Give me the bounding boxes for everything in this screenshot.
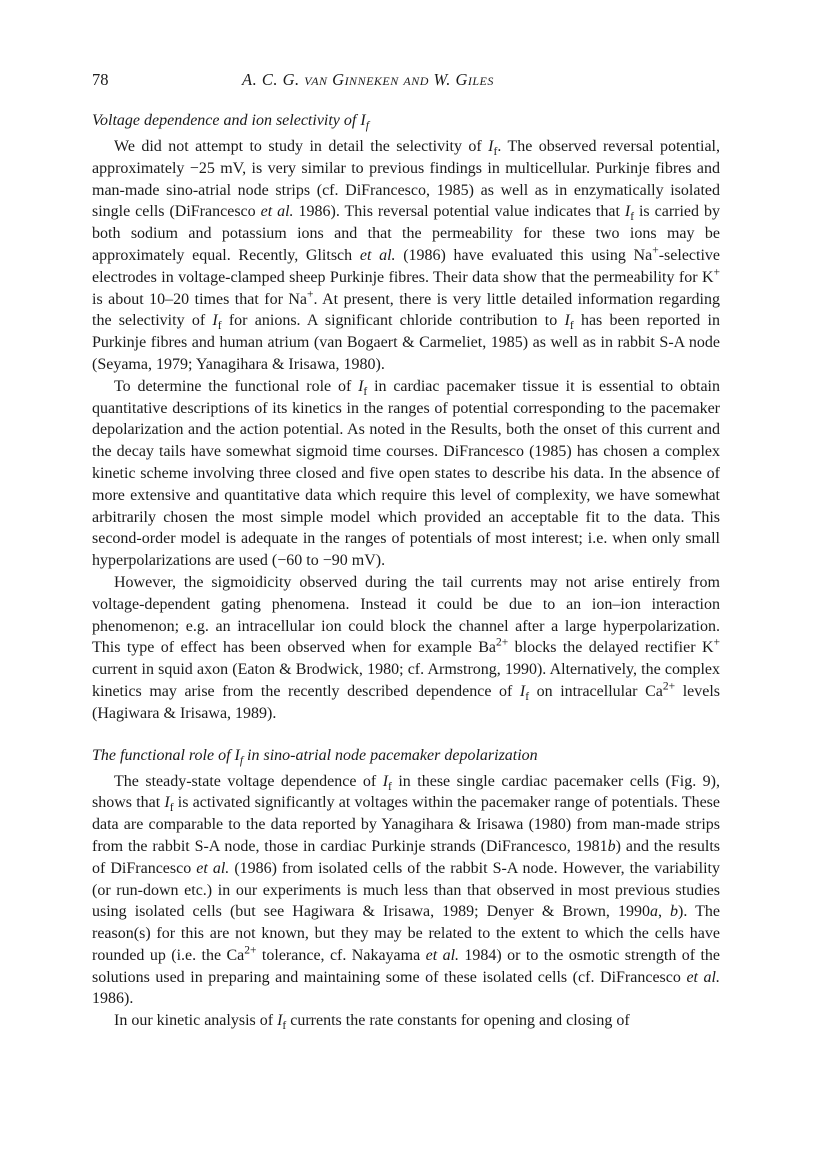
paragraph-sigmoidicity: However, the sigmoidicity observed during the tail currents may not arise entirely from voltage-dependent gating phenomena. Instead it could be due to an ion–ion interaction phenomenon; e.g. an intracellular ion could block the channel after a large hyperpolarization. This type of effect has been observed when for example $Ba^{2+}$ blocks the delayed rectifier K+ current in squid axon (Eaton & Brodwick, 1980; cf. Armstrong, 1990). Alternatively, the complex kinetics may arise from the recently described dependence of $I_f$ on intracellular $Ca^{2+}$ levels (Hagiwara & Irisawa, 1989). bbox=[92, 573, 721, 722]
section-title-ion-selectivity bbox=[92, 112, 720, 133]
section-title-subscript: f bbox=[365, 120, 369, 133]
section-title-pacemaker: The functional role of $I_f$ in sino-atrial node pacemaker depolarization bbox=[92, 746, 538, 767]
running-head-authors bbox=[242, 70, 494, 90]
paragraph-functional-role: To determine the functional role of $I_f$ in cardiac pacemaker tissue it is essential to obtain quantitative descriptions of its kinetics in the ranges of potential corresponding to the pacemaker depolarization and the action potential. As noted in the Results, both the onset of this current and the decay tails have somewhat sigmoid time courses. DiFrancesco (1985) has chosen a complex kinetic scheme involving three closed and five open states to describe his data. In the absence of more extensive and quantitative data which require this level of complexity, we have somewhat arbitrarily chosen the most simple model which provided an acceptable fit to the data. This second-order model is adequate in the ranges of potentials of most interest; i.e. when only small hyperpolarizations are used (−60 to −90 mV). bbox=[92, 377, 720, 570]
authors-text: A. C. G. van Ginneken and W. Giles bbox=[242, 70, 494, 89]
paragraph-kinetic-analysis: In our kinetic analysis of $I_f$ currents the rate constants for opening and closing of bbox=[114, 1012, 630, 1033]
page-number: 78 bbox=[92, 70, 109, 89]
journal-page bbox=[92, 66, 720, 1032]
paragraph-selectivity: We did not attempt to study in detail the selectivity of $I_f$. The observed reversal potential, approximately −25 mV, is very similar to previous findings in multicellular. Purkinje fibres and man-made sino-atrial node strips (cf. DiFrancesco, 1985) as well as in enzymatically isolated single cells (DiFrancesco et al. 1986). This reversal potential value indicates that $I_f$ is carried by both sodium and potassium ions and that the permeability for these two ions may be approximately equal. Recently, Glitsch et al. (1986) have evaluated this using Na+-selective electrodes in voltage-clamped sheep Purkinje fibres. Their data show that the permeability for K+ is about 10–20 times that for Na+. At present, there is very little detailed information regarding the selectivity of $I_f$ for anions. A significant chloride contribution to $I_f$ has been reported in Purkinje fibres and human atrium (van Bogaert & Carmeliet, 1985) as well as in rabbit S-A node (Seyama, 1979; Yanagihara & Irisawa, 1980). bbox=[92, 138, 721, 373]
section-title-text: Voltage dependence and ion selectivity of I bbox=[92, 112, 366, 129]
paragraph-steady-state: The steady-state voltage dependence of $I_f$ in these single cardiac pacemaker cells (Fig. 9), shows that $I_f$ is activated significantly at voltages within the pacemaker range of potentials. These data are comparable to the data reported by Yanagihara & Irisawa (1980) from man-made strips from the rabbit S-A node, those in cardiac Purkinje strands (DiFrancesco, 1981b) and the results of DiFrancesco et al. (1986) from isolated cells of the rabbit S-A node. However, the variability (or run-down etc.) in our experiments is much less than that observed in most previous studies using isolated cells (but see Hagiwara & Irisawa, 1989; Denyer & Brown, 1990a, b). The reason(s) for this are not known, but they may be related to the extent to which the cells have rounded up (i.e. the $Ca^{2+}$ tolerance, cf. Nakayama et al. 1984) or to the osmotic strength of the solutions used in preparing and maintaining some of these isolated cells (cf. DiFrancesco et al. 1986). bbox=[92, 772, 721, 1008]
running-head bbox=[92, 66, 720, 96]
